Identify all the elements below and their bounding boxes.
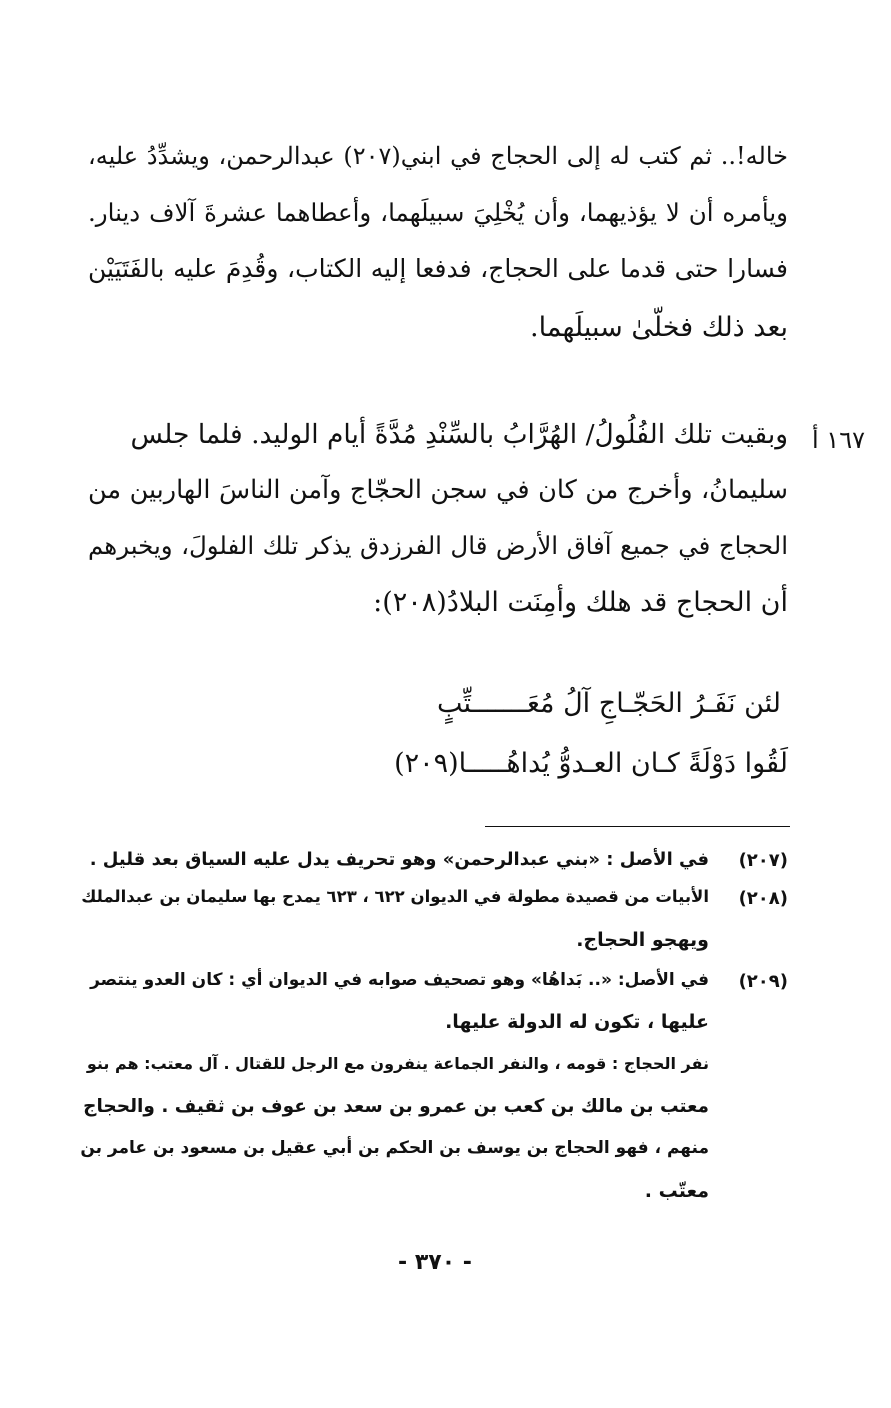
footnote-line: معتب بن مالك بن كعب بن عمرو بن سعد بن عوف بن ثقيف . والحجاج [83, 1096, 709, 1117]
body-line: خاله!.. ثم كتب له إلى الحجاج في ابني(٢٠٧) عبدالرحمن، ويشدِّدُ عليه، [88, 142, 788, 170]
footnote-line: ويهجو الحجاج. [576, 929, 709, 951]
footnote-number: (٢٠٩) [738, 971, 788, 992]
footnote-line: معتّب . [644, 1180, 709, 1202]
verse-hemistich-second: لَقُوا دَوْلَةً كـان العـدوُّ يُداهُـــــا(٢٠٩) [394, 748, 788, 779]
footnote-line: في الأصل : «بني عبدالرحمن» وهو تحريف يدل عليه السياق بعد قليل . [89, 849, 709, 870]
body-line: بعد ذلك فخلّىٰ سبيلَهما. [530, 312, 788, 343]
footnote-number: (٢٠٧) [738, 850, 788, 871]
body-line: أن الحجاج قد هلك وأمِنَت البلادُ(٢٠٨): [373, 587, 788, 618]
footnote-line: نفر الحجاج : قومه ، والنفر الجماعة ينفرون مع الرجل للقتال . آل معتب: هم بنو [86, 1054, 709, 1073]
page-number: - ٣٧٠ - [398, 1250, 472, 1275]
verse-hemistich-first: لئن نَفَـرُ الحَجّـاجِ آلُ مُعَـــــــتِّبٍ [436, 688, 781, 719]
footnote-line: منهم ، فهو الحجاج بن يوسف بن الحكم بن أبي عقيل بن مسعود بن عامر بن [80, 1138, 709, 1158]
footnote-line: في الأصل: «.. بَداهُا» وهو تصحيف صوابه في الديوان أي : كان العدو ينتصر [90, 970, 709, 990]
body-line: الحجاج في جميع آفاق الأرض قال الفرزدق يذكر تلك الفلولَ، ويخبرهم [88, 531, 788, 560]
footnote-separator [485, 826, 790, 827]
body-line: سليمانُ، وأخرج من كان في سجن الحجّاج وآمن الناسَ الهاربين من [88, 475, 788, 505]
margin-folio-reference: ١٦٧ أ [812, 426, 865, 454]
body-line: فسارا حتى قدما على الحجاج، فدفعا إليه الكتاب، وقُدِمَ عليه بالفَتَيَيْن [88, 254, 788, 283]
footnote-number: (٢٠٨) [738, 888, 788, 909]
footnote-line: الأبيات من قصيدة مطولة في الديوان ٦٢٢ ، ٦٢٣ يمدح بها سليمان بن عبدالملك [81, 887, 709, 906]
footnote-line: عليها ، تكون له الدولة عليها. [445, 1011, 709, 1033]
body-line-indented: وبقيت تلك الفُلُولُ/ الهُرَّابُ بالسِّنْدِ مُدَّةً أيام الوليد. فلما جلس [130, 419, 788, 450]
body-line: ويأمره أن لا يؤذيهما، وأن يُخْلِيَ سبيلَهما، وأعطاهما عشرةَ آلاف دينار. [88, 198, 788, 227]
